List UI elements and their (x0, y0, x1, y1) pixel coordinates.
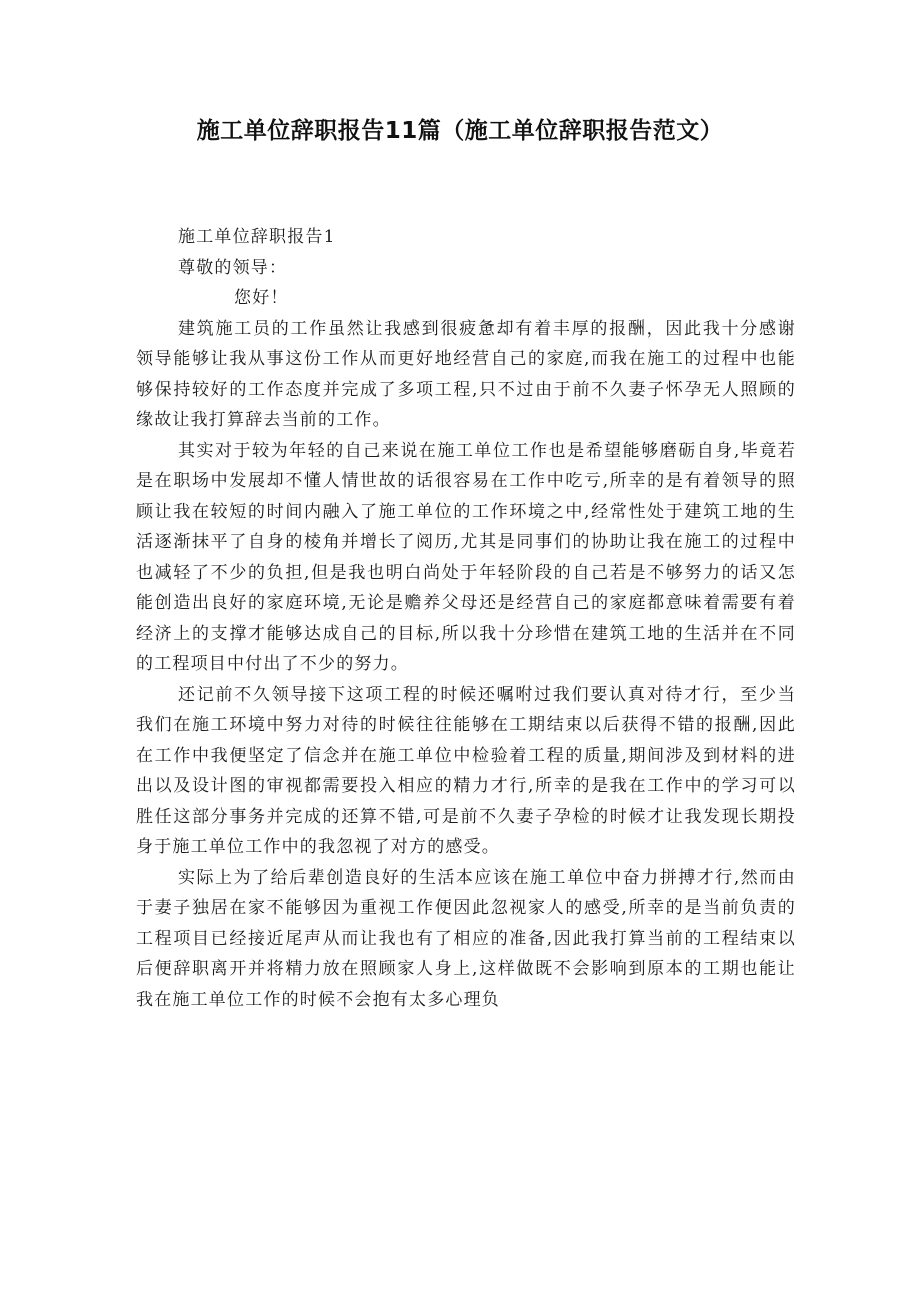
document-title: 施工单位辞职报告11篇（施工单位辞职报告范文） (196, 118, 724, 144)
section-heading: 施工单位辞职报告1 (178, 227, 336, 247)
body-paragraph-4: 实际上为了给后辈创造良好的生活本应该在施工单位中奋力拼搏才行,然而由于妻子独居在家不能够因为重视工作便因此忽视家人的感受,所幸的是当前负责的工程项目已经接近尾声从而让我也有了相应的准备,因此我打算当前的工程结束以后便辞职离开并将精力放在照顾家人身上,这样做既不会影响到原本的工期也能让我在施工单位工作的时候不会抱有太多心理负 (136, 867, 796, 1010)
salutation: 尊敬的领导： (178, 257, 288, 278)
document-body (136, 222, 796, 1015)
greeting: 您好！ (234, 288, 289, 308)
body-paragraph-1: 建筑施工员的工作虽然让我感到很疲惫却有着丰厚的报酬，因此我十分感谢领导能够让我从事这份工作从而更好地经营自己的家庭,而我在施工的过程中也能够保持较好的工作态度并完成了多项工程,只不过由于前不久妻子怀孕无人照顾的缘故让我打算辞去当前的工作。 (136, 318, 796, 430)
body-paragraph-3: 还记前不久领导接下这项工程的时候还嘱咐过我们要认真对待才行，至少当我们在施工环境中努力对待的时候往往能够在工期结束以后获得不错的报酬,因此在工作中我便坚定了信念并在施工单位中检验着工程的质量,期间涉及到材料的进出以及设计图的审视都需要投入相应的精力才行,所幸的是我在工作中的学习可以胜任这部分事务并完成的还算不错,可是前不久妻子孕检的时候才让我发现长期投身于施工单位工作中的我忽视了对方的感受。 (136, 684, 796, 857)
body-paragraph-2: 其实对于较为年轻的自己来说在施工单位工作也是希望能够磨砺自身,毕竟若是在职场中发展却不懂人情世故的话很容易在工作中吃亏,所幸的是有着领导的照顾让我在较短的时间内融入了施工单位的工作环境之中,经常性处于建筑工地的生活逐渐抹平了自身的棱角并增长了阅历,尤其是同事们的协助让我在施工的过程中也减轻了不少的负担,但是我也明白尚处于年轻阶段的自己若是不够努力的话又怎能创造出良好的家庭环境,无论是赡养父母还是经营自己的家庭都意味着需要有着经济上的支撑才能够达成自己的目标,所以我十分珍惜在建筑工地的生活并在不同的工程项目中付出了不少的努力。 (136, 440, 796, 674)
